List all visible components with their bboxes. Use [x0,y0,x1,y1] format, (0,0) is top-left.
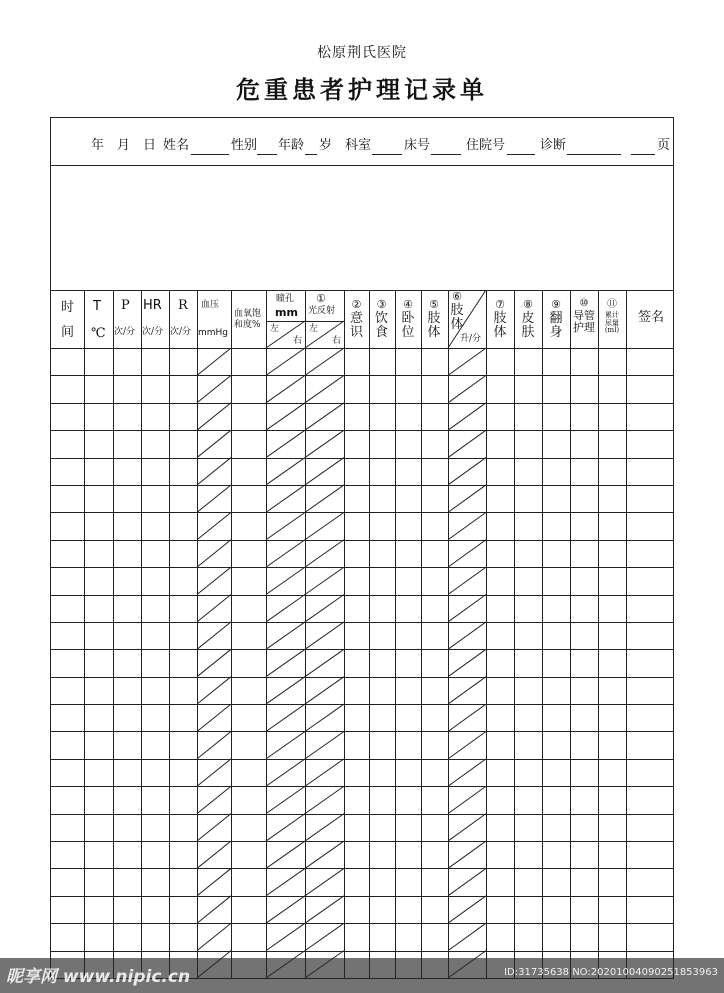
col-temp: T [93,299,101,314]
cell-diagonal [266,814,305,841]
column-line [141,290,142,978]
cell-diagonal [305,595,344,622]
cell-diagonal [305,430,344,457]
column-line [305,290,306,978]
cell-diagonal [448,403,486,430]
field-bed: 床号 [404,138,431,153]
table-row [51,786,673,787]
col-bp: 血压 [201,300,220,310]
cell-diagonal [266,622,305,649]
col-time-1: 时 [61,300,75,315]
col-pupil-unit: mm [275,306,298,319]
cell-diagonal [197,677,231,704]
col-light-left: 左 [309,324,319,334]
col-urine-2: 尿量 [605,318,619,327]
cell-diagonal [448,485,486,512]
cell-diagonal [448,868,486,895]
col-spo2-2: 和度% [234,320,261,330]
field-name: 姓名 [163,138,190,153]
table-row [51,567,673,568]
cell-diagonal [197,430,231,457]
cell-diagonal [197,458,231,485]
cell-diagonal [305,485,344,512]
cell-diagonal [266,786,305,813]
col-limb-7-1: 肢 [493,311,507,326]
cell-diagonal [448,622,486,649]
cell-diagonal [197,485,231,512]
cell-diagonal [448,595,486,622]
col-resp-unit: 次/分 [170,327,192,337]
cell-diagonal [266,896,305,923]
cell-diagonal [448,430,486,457]
pupil-header-diagonal [266,321,305,348]
col-spo2-1: 血氧饱 [234,309,262,319]
col-catheter-2: 护理 [573,321,595,334]
cell-diagonal [448,458,486,485]
cell-diagonal [448,759,486,786]
cell-diagonal [305,403,344,430]
field-admission-no: 住院号 [466,138,506,153]
cell-diagonal [305,567,344,594]
column-line [369,290,370,978]
cell-diagonal [305,786,344,813]
cell-diagonal [197,649,231,676]
cell-diagonal [448,649,486,676]
col-light-right: 右 [332,336,342,346]
cell-diagonal [266,430,305,457]
column-line [197,290,198,978]
cell-diagonal [305,896,344,923]
light-header-diagonal [305,321,344,348]
col-urine-num: ⑪ [607,299,617,310]
col-consciousness-1: 意 [349,311,363,326]
col-light: 光反射 [308,306,336,316]
col-diet-2: 食 [374,325,388,340]
col-limb-7-num: ⑦ [495,298,505,311]
cell-diagonal [197,622,231,649]
cell-diagonal [197,841,231,868]
col-limb-5-2: 体 [427,325,441,340]
cell-diagonal [305,375,344,402]
column-line [84,290,85,978]
cell-diagonal [266,841,305,868]
cell-diagonal [197,868,231,895]
column-line [514,290,515,978]
field-department: 科室 [345,138,372,153]
limb-header-diagonal [448,290,486,348]
cell-diagonal [197,759,231,786]
col-urine-1: 累计 [605,311,619,319]
cell-diagonal [266,567,305,594]
column-line [395,290,396,978]
col-skin-1: 皮 [521,311,535,326]
cell-diagonal [197,567,231,594]
cell-diagonal [197,814,231,841]
cell-diagonal [305,704,344,731]
col-limb-6-1: 肢 [450,303,464,318]
cell-diagonal [266,649,305,676]
cell-diagonal [448,786,486,813]
field-age: 年龄 [278,138,305,153]
col-pulse: P [121,298,130,313]
cell-diagonal [305,814,344,841]
col-limb-6-2: 体 [450,317,464,332]
cell-diagonal [448,375,486,402]
cell-diagonal [448,348,486,375]
col-consciousness-num: ② [351,298,362,311]
col-turning-num: ⑨ [551,298,561,311]
cell-diagonal [266,458,305,485]
col-resp: R [178,298,188,313]
cell-diagonal [305,649,344,676]
col-catheter-num: ⑩ [579,298,589,309]
col-skin-num: ⑧ [523,298,533,311]
cell-diagonal [305,348,344,375]
table-row [51,868,673,869]
column-line [542,290,543,978]
field-gender: 性别 [231,138,258,153]
col-time-2: 间 [61,325,75,340]
col-hr: HR [143,298,162,313]
hospital-name: 松原荆氏医院 [317,45,407,61]
diagonal-strokes [51,118,673,978]
column-line [448,290,449,978]
column-line [626,290,627,978]
field-age-unit: 岁 [319,138,333,153]
form-title: 危重患者护理记录单 [236,76,488,104]
col-catheter-1: 导管 [573,309,595,322]
field-year: 年 [91,138,105,153]
col-pulse-unit: 次/分 [114,327,136,337]
col-diet-num: ③ [376,298,387,311]
cell-diagonal [305,759,344,786]
table-row [51,512,673,513]
cell-diagonal [448,540,486,567]
cell-diagonal [197,923,231,950]
cell-diagonal [266,677,305,704]
column-line [344,290,345,978]
table-row [51,759,673,760]
cell-diagonal [305,923,344,950]
table-row [51,540,673,541]
col-pupil-left: 左 [270,324,280,334]
cell-diagonal [266,595,305,622]
column-line [266,290,267,978]
cell-diagonal [448,512,486,539]
table-row [51,814,673,815]
watermark-id: ID:31735638 NO:20201004090251853963 [504,967,718,978]
cell-diagonal [197,896,231,923]
cell-diagonal [448,841,486,868]
cell-diagonal [448,704,486,731]
column-line [421,290,422,978]
table-row [51,458,673,459]
column-line [231,290,232,978]
cell-diagonal [266,403,305,430]
table-row [51,595,673,596]
col-turning-1: 翻 [549,311,563,326]
col-limb-6-num: ⑥ [452,290,462,303]
column-line [169,290,170,978]
col-limb-6-unit: 升/分 [460,334,482,344]
cell-diagonal [448,731,486,758]
field-page: 页 [657,138,671,153]
cell-diagonal [266,923,305,950]
col-hr-unit: 次/分 [142,327,164,337]
cell-diagonal [448,923,486,950]
cell-diagonal [305,512,344,539]
table-row [51,622,673,623]
col-bp-unit: mmHg [198,328,229,338]
table-row [51,841,673,842]
cell-diagonal [266,731,305,758]
col-position-num: ④ [403,298,413,311]
cell-diagonal [266,704,305,731]
col-consciousness-2: 识 [349,325,363,340]
cell-diagonal [305,731,344,758]
table-row [51,923,673,924]
col-turning-2: 身 [549,325,563,340]
table-row [51,430,673,431]
cell-diagonal [448,814,486,841]
watermark-logo: 昵享网 www.nipic.cn [6,967,191,987]
table-row [51,951,673,952]
table-row [51,375,673,376]
cell-diagonal [197,731,231,758]
cell-diagonal [305,868,344,895]
cell-diagonal [197,403,231,430]
cell-diagonal [305,458,344,485]
cell-diagonal [197,786,231,813]
cell-diagonal [305,677,344,704]
cell-diagonal [197,375,231,402]
cell-diagonal [448,896,486,923]
table-row [51,485,673,486]
cell-diagonal [305,841,344,868]
cell-diagonal [305,540,344,567]
field-diagnosis: 诊断 [540,138,567,153]
col-limb-7-2: 体 [493,325,507,340]
cell-diagonal [197,595,231,622]
cell-diagonal [266,512,305,539]
field-day: 日 [143,138,157,153]
col-urine-3: (ml) [604,326,620,335]
col-pupil: 瞳孔 [276,294,295,304]
cell-diagonal [197,512,231,539]
cell-diagonal [305,622,344,649]
table-row [51,704,673,705]
col-position-1: 卧 [401,311,415,326]
nursing-record-table [50,117,674,979]
col-position-2: 位 [401,325,415,340]
table-row [51,649,673,650]
cell-diagonal [197,540,231,567]
cell-diagonal [266,868,305,895]
col-diet-1: 饮 [374,311,388,326]
table-row [51,896,673,897]
cell-diagonal [448,677,486,704]
col-limb-5-1: 肢 [427,311,441,326]
column-line [570,290,571,978]
cell-diagonal [266,540,305,567]
col-pupil-right: 右 [293,336,303,346]
table-row [51,403,673,404]
col-skin-2: 肤 [521,325,535,340]
cell-diagonal [448,567,486,594]
cell-diagonal [197,348,231,375]
cell-diagonal [266,759,305,786]
table-row [51,677,673,678]
col-temp-unit: ℃ [91,326,106,341]
cell-diagonal [197,704,231,731]
table-row [51,731,673,732]
cell-diagonal [266,485,305,512]
column-line [486,290,487,978]
column-line [113,290,114,978]
col-light-num: ① [316,292,326,305]
cell-diagonal [266,348,305,375]
field-month: 月 [117,138,131,153]
col-limb-5-num: ⑤ [429,298,439,311]
column-line [598,290,599,978]
col-signature: 签名 [638,310,665,325]
cell-diagonal [266,375,305,402]
